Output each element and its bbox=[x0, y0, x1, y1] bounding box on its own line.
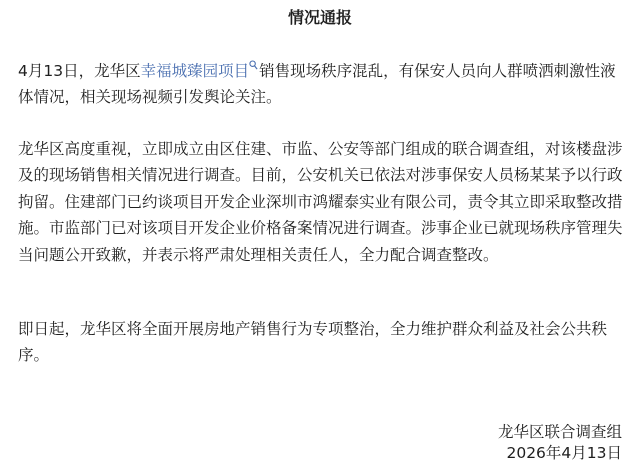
paragraph-incident-lead: 4月13日，龙华区 bbox=[18, 62, 141, 80]
signature-date: 2026年4月13日 bbox=[506, 444, 622, 462]
signature-org: 龙华区联合调查组 bbox=[497, 423, 622, 441]
search-icon bbox=[249, 60, 258, 71]
paragraph-investigation: 龙华区高度重视，立即成立由区住建、市监、公安等部门组成的联合调查组，对该楼盘涉及的现场销售相关情况进行调查。目前，公安机关已依法对涉事保安人员杨某某予以行政拘留。住建部门已约谈项目开发企业深圳市鸿耀泰实业有限公司，责令其立即采取整改措施。市监部门已对该项目开发企业价格备案情况进行调查。涉事企业已就现场秩序管理失当问题公开致歉，并表示将严肃处理相关责任人，全力配合调查整改。 bbox=[18, 140, 623, 264]
page-title: 情况通报 bbox=[287, 8, 352, 27]
project-search-link-label: 幸福城臻园项目 bbox=[140, 62, 250, 80]
project-search-link[interactable] bbox=[141, 62, 260, 80]
paragraph-incident-rest: 销售现场秩序混乱，有保安人员向人群喷洒刺激性液体情况，相关现场视频引发舆论关注。 bbox=[18, 62, 616, 107]
paragraph-rectification: 即日起，龙华区将全面开展房地产销售行为专项整治，全力维护群众利益及社会公共秩序。 bbox=[18, 320, 608, 365]
paragraph-incident bbox=[18, 58, 624, 111]
